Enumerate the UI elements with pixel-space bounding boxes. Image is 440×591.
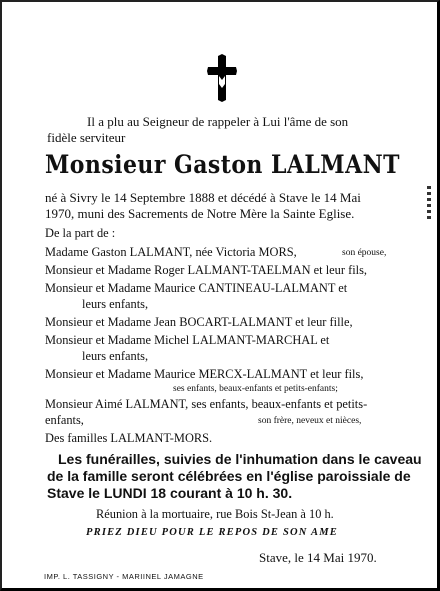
family-line-6: Monsieur et Madame Maurice MERCX-LALMANT et leur fils, [45, 367, 364, 381]
family-line-7-cont: enfants, [45, 413, 84, 427]
family-line-7: Monsieur Aimé LALMANT, ses enfants, beaux-enfants et petits- [45, 397, 368, 411]
margin-mark [427, 186, 431, 220]
cross-icon [207, 54, 237, 102]
intro-line-2: fidèle serviteur [47, 130, 126, 145]
family-line-2: Monsieur et Madame Roger LALMANT-TAELMAN et leur fils, [45, 263, 368, 277]
part-heading: De la part de : [45, 226, 116, 240]
funeral-line-1: Les funérailles, suivies de l'inhumation dans le caveau [58, 451, 422, 467]
intro-line-1: Il a plu au Seigneur de rappeler à Lui l'âme de son [87, 114, 349, 129]
family-line-1: Madame Gaston LALMANT, née Victoria MORS, [45, 245, 297, 259]
family-note-7: son frère, neveux et nièces, [258, 416, 362, 426]
place-date: Stave, le 14 Mai 1970. [259, 550, 377, 565]
deceased-name: Monsieur Gaston LALMANT [45, 150, 400, 179]
family-line-8: Des familles LALMANT-MORS. [45, 431, 213, 445]
birth-line-1: né à Sivry le 14 Septembre 1888 et décédé à Stave le 14 Mai [45, 190, 361, 205]
funeral-line-2: de la famille seront célébrées en l'église paroissiale de [47, 468, 411, 484]
family-line-4: Monsieur et Madame Jean BOCART-LALMANT et leur fille, [45, 315, 353, 329]
family-line-3: Monsieur et Madame Maurice CANTINEAU-LALMANT et [45, 281, 348, 295]
reunion-line: Réunion à la mortuaire, rue Bois St-Jean à 10 h. [96, 507, 334, 521]
family-line-3-cont: leurs enfants, [82, 297, 149, 311]
printer-credit: IMP. L. TASSIGNY - MARIINEL JAMAGNE [44, 572, 204, 581]
family-line-5-cont: leurs enfants, [82, 349, 149, 363]
family-note-6: ses enfants, beaux-enfants et petits-enfants; [173, 384, 338, 394]
birth-line-2: 1970, muni des Sacrements de Notre Mère la Sainte Eglise. [45, 206, 355, 221]
family-note-1: son épouse, [342, 248, 387, 258]
family-line-5: Monsieur et Madame Michel LALMANT-MARCHAL et [45, 333, 330, 347]
funeral-line-3: Stave le LUNDI 18 courant à 10 h. 30. [47, 485, 293, 501]
prayer-line: PRIEZ DIEU POUR LE REPOS DE SON AME [86, 527, 338, 538]
